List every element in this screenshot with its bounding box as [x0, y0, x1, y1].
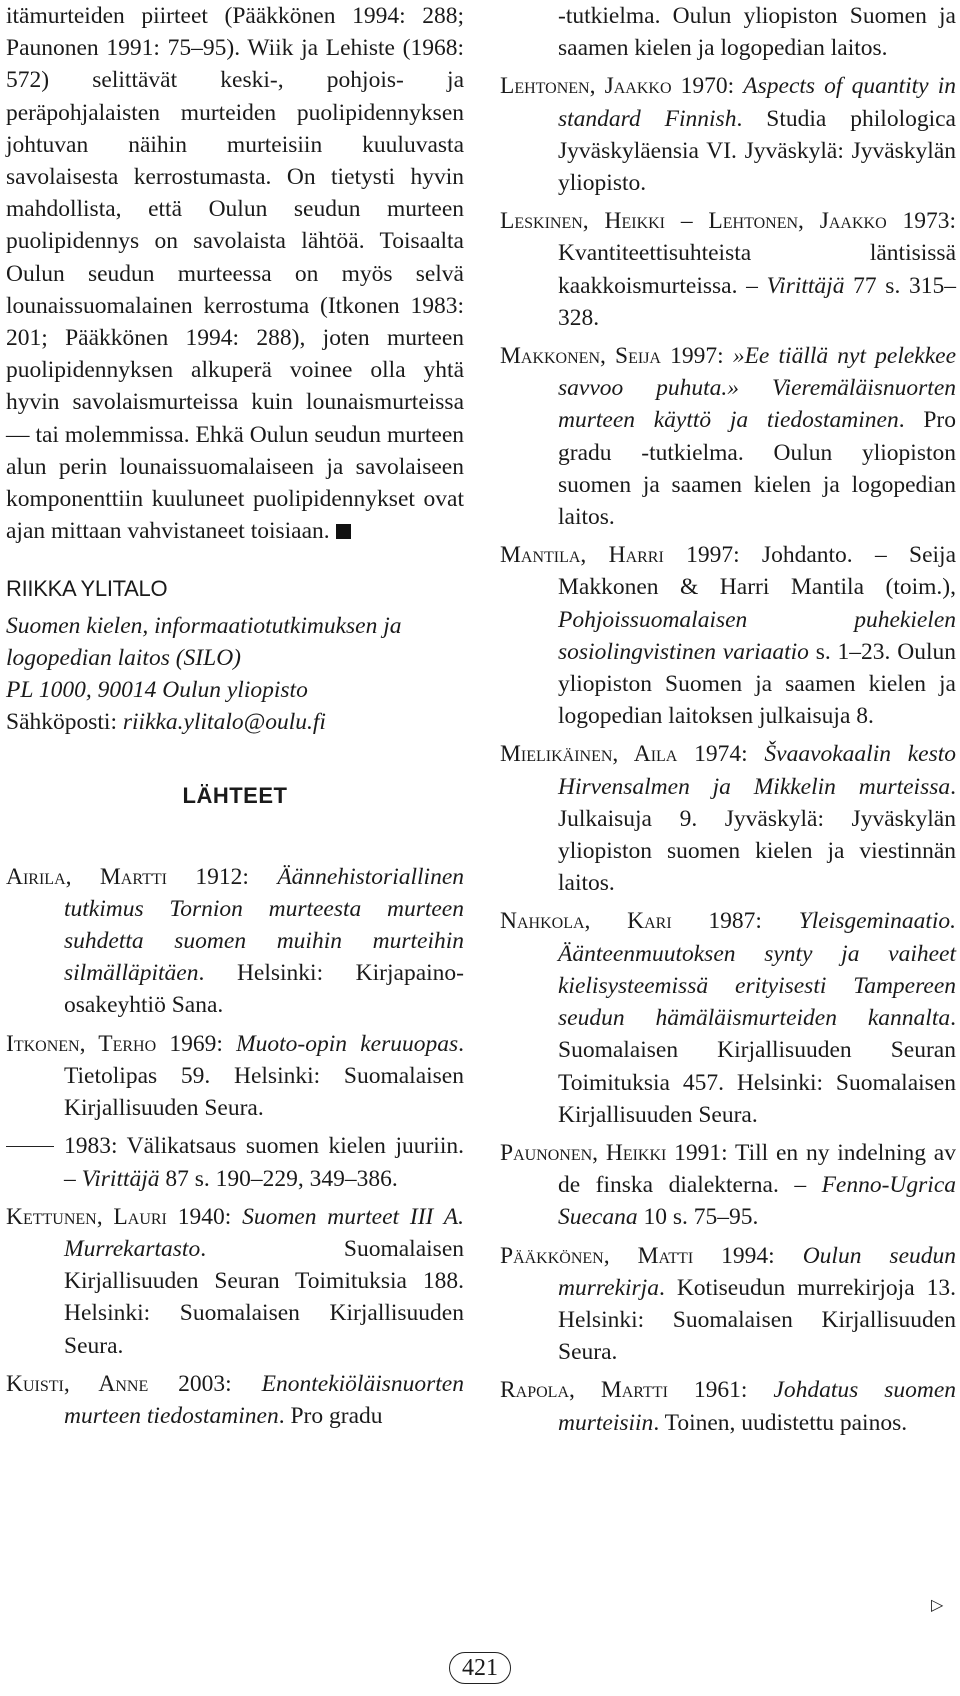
reference-entry: Mantila, Harri 1997: Johdanto. – Seija Makkonen & Harri Mantila (toim.), Pohjoissuomalaisen puhekielen sosiolingvistinen variaatio s. 1–23. Oulun yliopiston Suomen ja saamen kielen ja logopedian laitoksen julkaisuja 8. [500, 542, 956, 730]
reference-entry: Lehtonen, Jaakko 1970: Aspects of quantity in standard Finnish. Studia philologica Jyväskyläensia VI. Jyväskylä: Jyväskylän yliopisto. [500, 73, 956, 197]
references-heading: LÄHTEET [182, 783, 288, 809]
author-block [6, 573, 464, 738]
reference-entry: Airila, Martti 1912: Äännehistoriallinen tutkimus Tornion murteesta murteen suhdetta suomen muihin murteihin silmälläpitäen. Helsinki: Kirjapaino-osakeyhtiö Sana. [6, 863, 464, 1019]
body-paragraph [6, 0, 464, 547]
author-email-line [6, 706, 464, 738]
reference-entry: Pääkkönen, Matti 1994: Oulun seudun murrekirja. Kotiseudun murrekirjoja 13. Helsinki: Suomalaisen Kirjallisuuden Seura. [500, 1242, 957, 1366]
reference-entry: Paunonen, Heikki 1991: Till en ny indelning av de finska dialekterna. – Fenno-Ugrica Suecana 10 s. 75–95. [500, 1139, 956, 1231]
left-column [6, 0, 464, 1438]
reference-entry: Kuisti, Anne 2003: Enontekiöläisnuorten murteen tiedostaminen. Pro gradu [6, 1370, 464, 1429]
same-author-dash [6, 1146, 54, 1147]
reference-continuation: -tutkielma. Oulun yliopiston Suomen ja saamen kielen ja logopedian laitos. [558, 3, 956, 62]
references-list-left [6, 861, 464, 1432]
author-name: RIIKKA YLITALO [6, 576, 168, 602]
continue-arrow-icon: ▷ [931, 1597, 944, 1614]
reference-entry: Kettunen, Lauri 1940: Suomen murteet III A. Murrekartasto. Suomalaisen Kirjallisuuden Seuran Toimituksia 188. Helsinki: Suomalaisen Kirjallisuuden Seura. [6, 1203, 464, 1359]
reference-entry: Leskinen, Heikki – Lehtonen, Jaakko 1973: Kvantiteettisuhteista läntisissä kaakkoismurteissa. – Virittäjä 77 s. 315–328. [500, 208, 956, 331]
email-label: Sähköposti: [6, 709, 123, 736]
reference-entry: 1983: Välikatsaus suomen kielen juuriin. – Virittäjä 87 s. 190–229, 349–386. [6, 1130, 464, 1194]
reference-entry: Mielikäinen, Aila 1974: Švaavokaalin kesto Hirvensalmen ja Mikkelin murteissa. Julkaisuja 9. Jyväskylä: Jyväskylän yliopiston suomen kielen ja viestinnän laitos. [500, 741, 957, 897]
page-number: 421 [449, 1652, 511, 1684]
author-address: PL 1000, 90014 Oulun yliopisto [6, 677, 308, 704]
reference-entry: Nahkola, Kari 1987: Yleisgeminaatio. Äänteenmuutoksen synty ja vaiheet kielisysteemissä erityisesti Tampereen seudun hämäläismurteiden kannalta. Suomalaisen Kirjallisuuden Seuran Toimituksia 457. Helsinki: Suomalaisen Kirjallisuuden Seura. [500, 908, 957, 1128]
author-affiliation-1: Suomen kielen, informaatiotutkimuksen ja [6, 612, 402, 639]
page-number-badge [0, 1652, 960, 1684]
reference-entry: Rapola, Martti 1961: Johdatus suomen murteisiin. Toinen, uudistettu painos. [500, 1377, 957, 1436]
reference-entry: Makkonen, Seija 1997: »Ee tiällä nyt pelekkee savvoo puhuta.» Vieremäläisnuorten murteen käyttö ja tiedostaminen. Pro gradu -tutkielma. Oulun yliopiston suomen ja saamen kielen ja logopedian laitos. [500, 343, 957, 531]
reference-entry: Itkonen, Terho 1969: Muoto-opin keruuopas. Tietolipas 59. Helsinki: Suomalaisen Kirjallisuuden Seura. [6, 1030, 465, 1122]
end-of-article-mark [336, 524, 351, 539]
body-paragraph-text: itämurteiden piirteet (Pääkkönen 1994: 288; Paunonen 1991: 75–95). Wiik ja Lehiste (1968: 572) selittävät keski-, pohjois- ja peräpohjalaisten murteiden puolipidennyksen johtuvan näihin murteisiin kuuluvasta savolaisesta kerrostumasta. On tietysti hyvin mahdollista, että Oulun seudun murteen puolipidennys on savolaista lähtöä. Toisaalta Oulun seudun murteessa on myös selvä lounaissuomalainen kerrostuma (Itkonen 1983: 201; Pääkkönen 1994: 288), joten murteen puolipidennyksen alkuperä voinee olla yhtä hyvin savolaismurteissa kuin lounaismurteissa — tai molemmissa. Ehkä Oulun seudun murteen alun perin lounaissuomalaiseen ja savolaiseen komponenttiin kuuluneet puolipidennykset ovat ajan mittaan vahvistaneet toisiaan. [6, 3, 464, 545]
author-affiliation-2: logopedian laitos (SILO) [6, 644, 241, 671]
right-column [500, 0, 956, 1445]
email-address[interactable]: riikka.ylitalo@oulu.fi [122, 709, 326, 736]
